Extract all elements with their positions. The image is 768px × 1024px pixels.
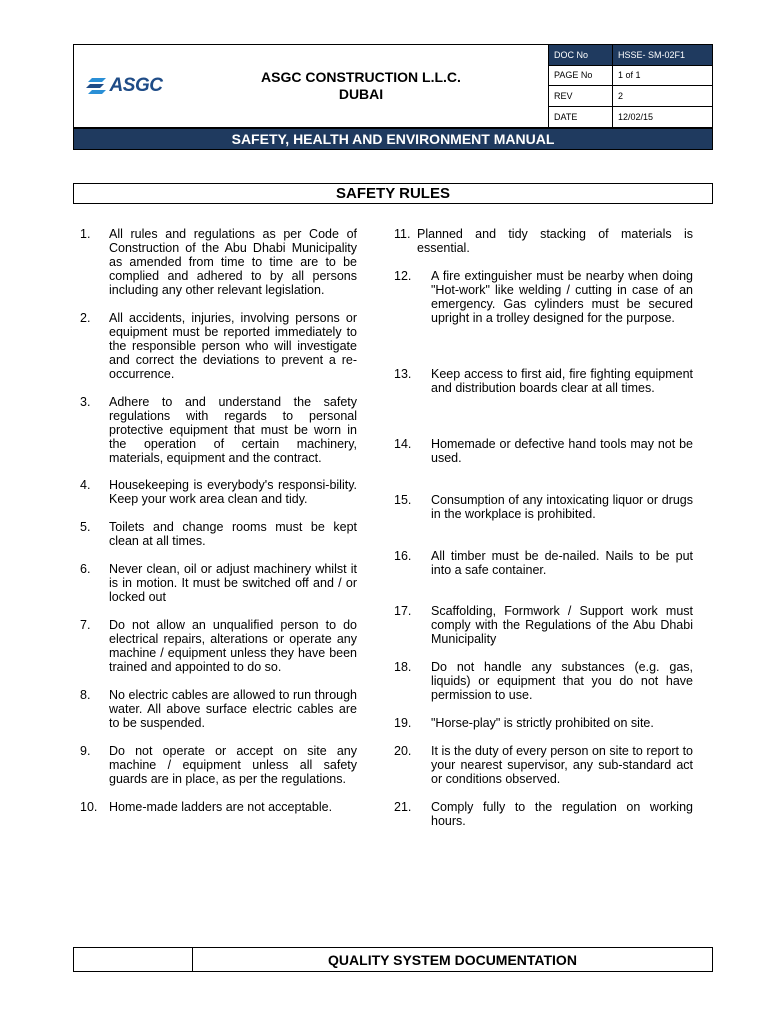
rule-text: Do not operate or accept on site any machine / equipment unless all safety guards are in place, as per the regulations. [109,744,357,786]
rule-item [394,744,693,786]
rule-number: 14. [394,437,412,451]
date-label: DATE [549,107,613,128]
rule-text: All timber must be de-nailed. Nails to be put into a safe container. [431,549,693,577]
rule-number: 9. [80,744,91,758]
rule-number: 10. [80,800,98,814]
rule-number: 5. [80,520,91,534]
rule-text: Homemade or defective hand tools may not be used. [431,437,693,465]
rule-item [394,227,693,255]
company-name-cell [174,45,548,127]
rule-number: 4. [80,478,91,492]
rule-item [80,311,357,381]
rev-value: 2 [618,90,624,101]
doc-info-row [549,107,712,128]
rule-number: 6. [80,562,91,576]
logo-text: ASGC [109,75,163,96]
rule-item [394,716,693,730]
rule-text: Home-made ladders are not acceptable. [109,800,333,814]
rule-text: No electric cables are allowed to run through water. All above surface electric cables are to be suspended. [109,688,357,730]
rule-item [80,227,357,297]
rule-number: 17. [394,604,412,618]
rule-text: It is the duty of every person on site to report to your nearest supervisor, any sub-standard act or conditions observed. [431,744,693,786]
document-header [73,44,713,128]
rule-item [80,395,357,465]
rule-number: 15. [394,493,412,507]
doc-info-row [549,45,712,66]
doc-info-row [549,86,712,107]
company-logo [86,75,163,97]
rule-item [394,604,693,646]
rule-item [80,562,357,604]
rule-number: 3. [80,395,91,409]
rule-item [394,437,693,465]
document-footer [73,947,713,972]
rule-number: 8. [80,688,91,702]
rule-text: Do not allow an unqualified person to do electrical repairs, alterations or operate any machine / equipment unless they have been trained and appointed to do so. [109,618,357,674]
doc-info-row [549,66,712,87]
rule-text: Housekeeping is everybody's responsi-bility. Keep your work area clean and tidy. [109,478,357,506]
rule-item [80,618,357,674]
rule-text: Adhere to and understand the safety regulations with regards to personal protective equipment that must be worn in the operation of certain machinery, materials, equipment and the contract. [109,395,357,465]
rules-title: SAFETY RULES [73,183,713,204]
page-no-label: PAGE No [549,66,613,86]
rev-label: REV [549,86,613,106]
rule-number: 2. [80,311,91,325]
rule-text: A fire extinguisher must be nearby when doing "Hot-work" like welding / cutting in case of an emergency. Gas cylinders must be secured upright in a trolley designed for the purpose. [431,269,693,325]
rule-text: All accidents, injuries, involving persons or equipment must be reported immediately to the responsible person who will investigate and correct the deviations to prevent a re-occurrence. [109,311,357,381]
rule-text: Scaffolding, Formwork / Support work must comply with the Regulations of the Abu Dhabi Municipality [431,604,693,646]
rule-item [394,549,693,577]
asgc-logo-icon [86,76,108,96]
rule-text: "Horse-play" is strictly prohibited on site. [431,716,654,730]
rule-text: Comply fully to the regulation on working hours. [431,800,693,828]
rule-number: 7. [80,618,91,632]
logo-cell [74,45,174,127]
rule-number: 20. [394,744,412,758]
company-name: ASGC CONSTRUCTION L.L.C. [261,69,461,85]
doc-info-table [548,45,712,127]
rule-item [80,478,357,506]
rule-item [394,493,693,521]
rule-number: 16. [394,549,412,563]
page-no-value: 1 of 1 [618,70,641,81]
footer-title: QUALITY SYSTEM DOCUMENTATION [328,951,577,968]
date-value: 12/02/15 [618,111,654,122]
rule-item [80,688,357,730]
rule-text: Do not handle any substances (e.g. gas, liquids) or equipment that you do not have permission to use. [431,660,693,702]
rule-text: Consumption of any intoxicating liquor or drugs in the workplace is prohibited. [431,493,693,521]
rule-item [394,269,693,325]
rule-item [394,367,693,395]
manual-title: SAFETY, HEALTH AND ENVIRONMENT MANUAL [73,128,713,150]
rule-text: Planned and tidy stacking of materials is essential. [417,227,693,255]
doc-no-label: DOC No [549,45,613,65]
rule-item [80,520,357,548]
rule-text: Never clean, oil or adjust machinery whilst it is in motion. It must be switched off and / or locked out [109,562,357,604]
rule-number: 18. [394,660,412,674]
rule-number: 13. [394,367,412,381]
company-city: DUBAI [338,86,384,102]
rule-item [394,660,693,702]
rule-number: 11. [394,227,411,241]
rule-item [80,800,357,814]
rule-number: 21. [394,800,412,814]
rule-text: Keep access to first aid, fire fighting equipment and distribution boards clear at all times. [431,367,693,395]
rule-text: All rules and regulations as per Code of Construction of the Abu Dhabi Municipality as amended from time to time are to be complied and adhered to by all persons including any other relevant legislation. [109,227,357,297]
rule-item [80,744,357,786]
rule-number: 19. [394,716,412,730]
footer-blank-cell [74,948,193,971]
doc-no-value: HSSE- SM-02F1 [613,45,712,65]
rule-text: Toilets and change rooms must be kept clean at all times. [109,520,357,548]
rule-number: 1. [80,227,91,241]
rule-number: 12. [394,269,412,283]
rule-item [394,800,693,828]
